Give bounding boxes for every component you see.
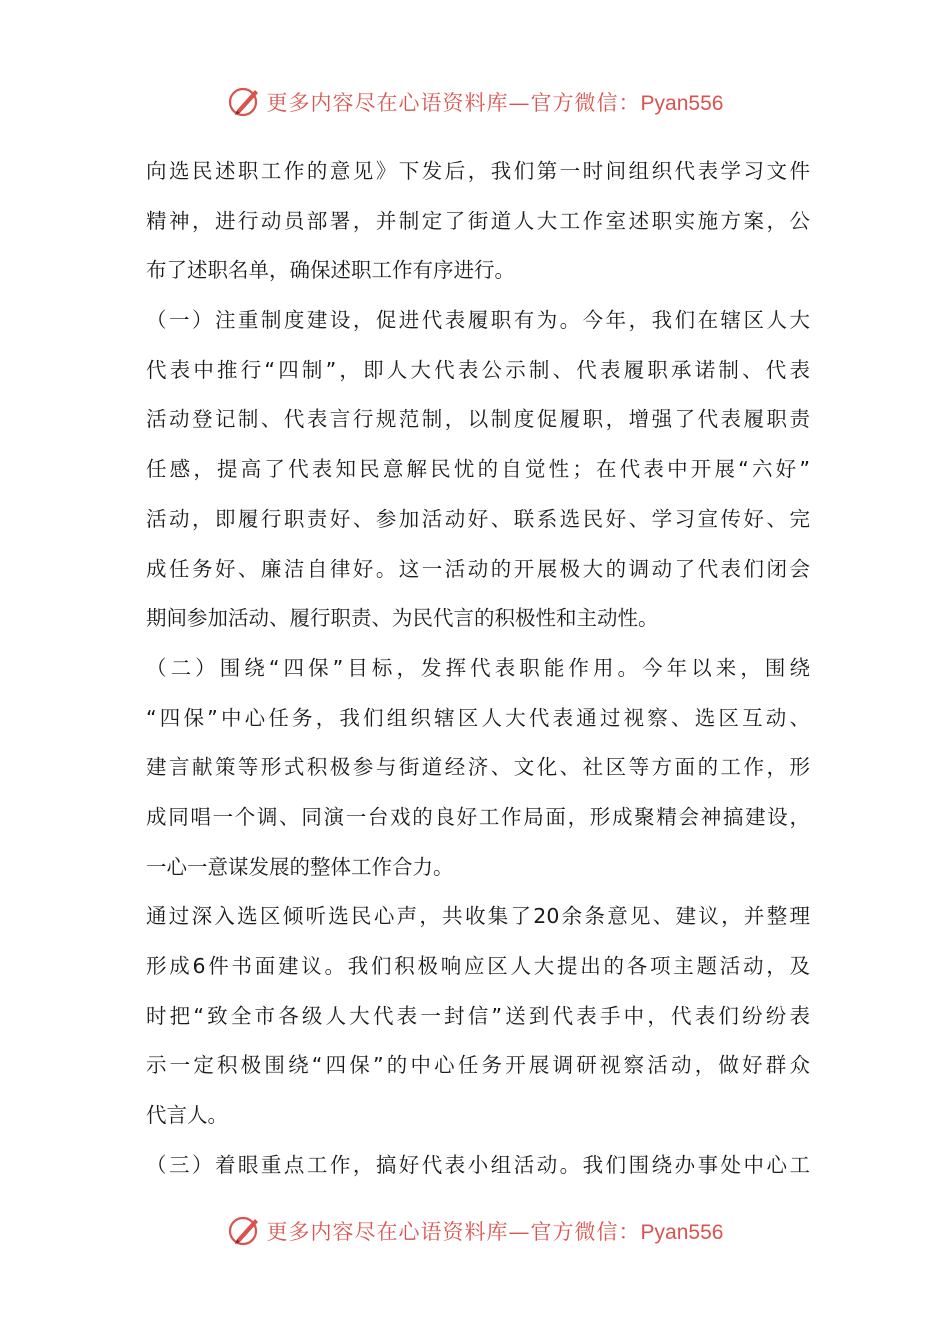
document-body	[146, 147, 810, 1190]
watermark-text: 更多内容尽在心语资料库—官方微信：Pyan556	[266, 91, 724, 115]
text-line: （一）注重制度建设，促进代表履职有为。今年，我们在辖区人大	[146, 308, 810, 333]
footer-watermark	[0, 1211, 950, 1251]
header-watermark	[0, 82, 950, 122]
text-line: 精神，进行动员部署，并制定了街道人大工作室述职实施方案，公	[146, 208, 810, 233]
text-line: 建言献策等形式积极参与街道经济、文化、社区等方面的工作，形	[146, 755, 810, 780]
text-line: 示一定积极围绕“四保”的中心任务开展调研视察活动，做好群众	[146, 1053, 810, 1078]
text-line: 通过深入选区倾听选民心声，共收集了20余条意见、建议，并整理	[146, 904, 810, 929]
text-line: 成同唱一个调、同演一台戏的良好工作局面，形成聚精会神搞建设，	[146, 804, 810, 829]
pen-logo-icon	[227, 84, 263, 120]
text-line: 期间参加活动、履行职责、为民代言的积极性和主动性。	[146, 606, 659, 631]
text-line: 活动，即履行职责好、参加活动好、联系选民好、学习宣传好、完	[146, 506, 810, 531]
text-line: 布了述职名单，确保述职工作有序进行。	[146, 258, 515, 283]
text-line: 代言人。	[146, 1103, 228, 1128]
text-line: 向选民述职工作的意见》下发后，我们第一时间组织代表学习文件	[146, 159, 810, 183]
pen-logo-icon	[227, 1213, 263, 1249]
text-line: 任感，提高了代表知民意解民忧的自觉性；在代表中开展“六好”	[146, 457, 810, 482]
text-line: 形成6件书面建议。我们积极响应区人大提出的各项主题活动，及	[146, 954, 810, 978]
text-line: 一心一意谋发展的整体工作合力。	[146, 854, 454, 879]
text-line: 时把“致全市各级人大代表一封信”送到代表手中，代表们纷纷表	[146, 1003, 810, 1028]
text-line: “四保”中心任务，我们组织辖区人大代表通过视察、选区互动、	[146, 705, 810, 730]
text-line: （三）着眼重点工作，搞好代表小组活动。我们围绕办事处中心工	[146, 1152, 810, 1177]
text-line: （二）围绕“四保”目标，发挥代表职能作用。今年以来，围绕	[146, 655, 810, 680]
text-line: 代表中推行“四制”，即人大代表公示制、代表履职承诺制、代表	[146, 357, 810, 382]
text-line: 活动登记制、代表言行规范制，以制度促履职，增强了代表履职责	[146, 407, 810, 432]
watermark-text: 更多内容尽在心语资料库—官方微信：Pyan556	[266, 1220, 724, 1244]
text-line: 成任务好、廉洁自律好。这一活动的开展极大的调动了代表们闭会	[146, 556, 810, 581]
